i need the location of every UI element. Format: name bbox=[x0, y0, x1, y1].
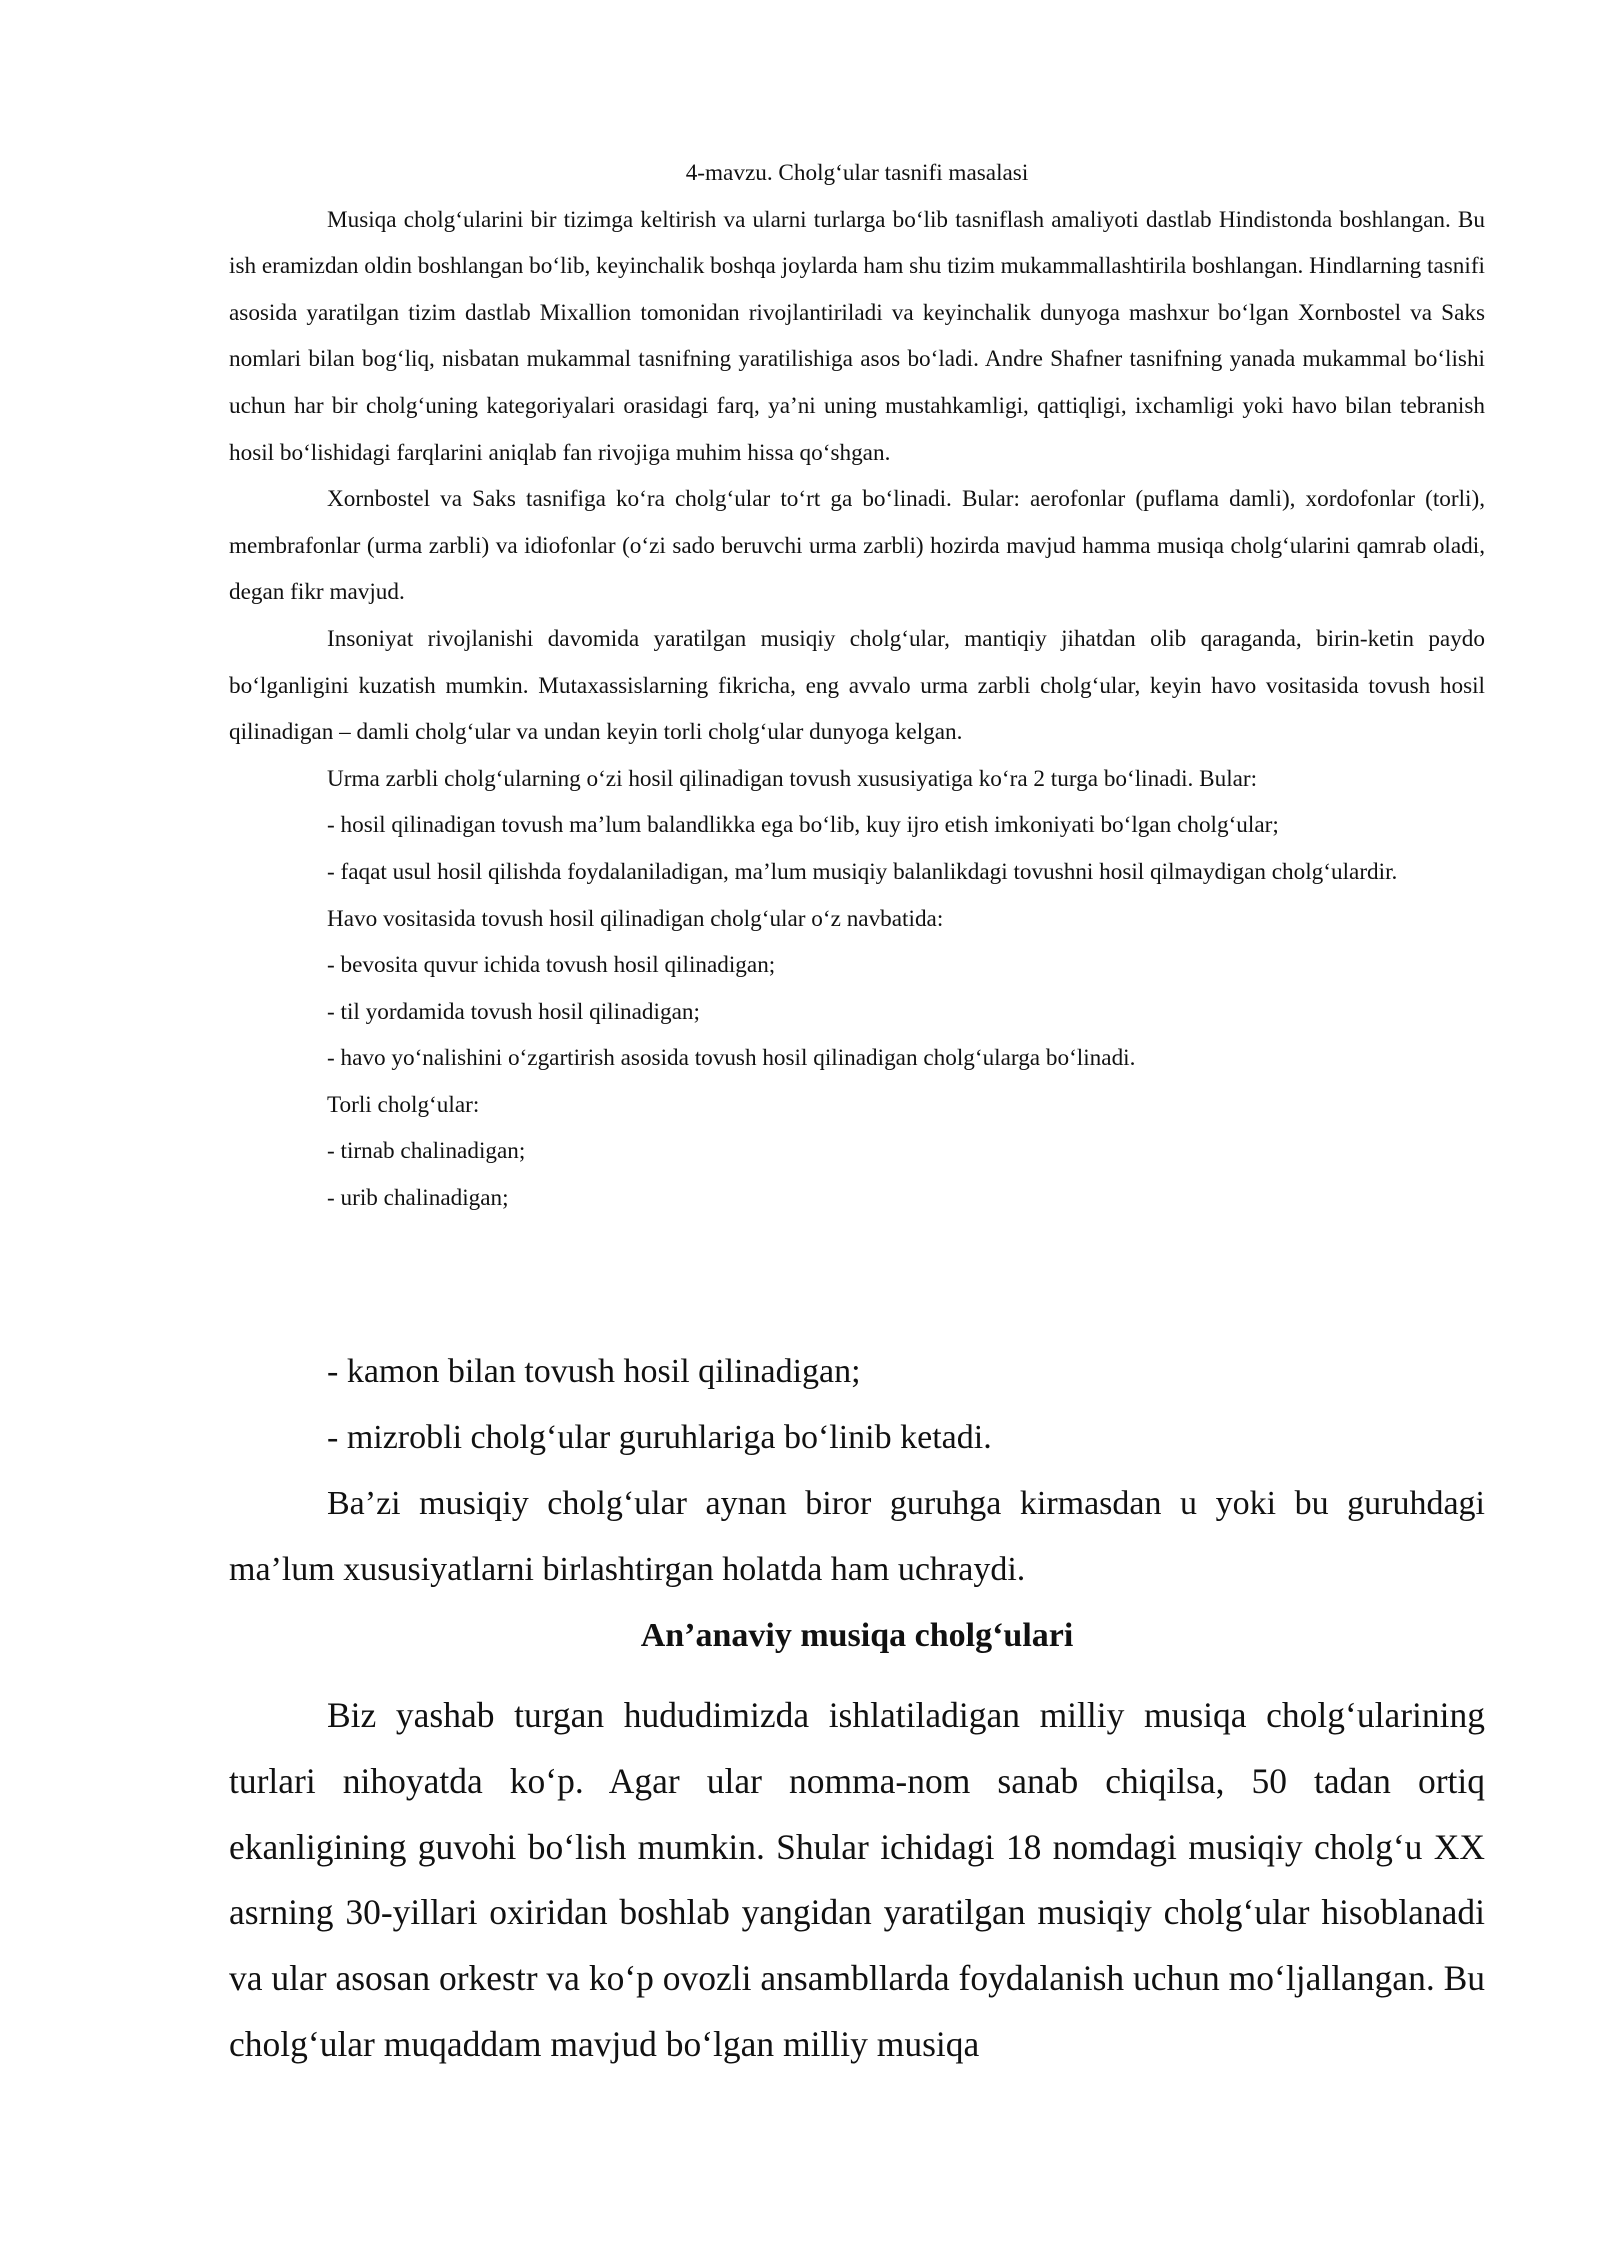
list-item-3: - bevosita quvur ichida tovush hosil qilinadigan; bbox=[327, 952, 776, 979]
section-large-text bbox=[229, 1339, 1485, 1669]
paragraph-2: Xornbostel va Saks tasnifiga ko‘ra cholg‘ular to‘rt ga bo‘linadi. Bular: aerofonlar (puflama damli), xordofonlar (torli), membrafonlar (urma zarbli) va idiofonlar (o‘zi sado beruvchi urma zarbli) hozirda mavjud hamma musiqa cholg‘ularini qamrab oladi, degan fikr mavjud. bbox=[229, 486, 1485, 606]
list-item-1: - hosil qilinadigan tovush ma’lum balandlikka ega bo‘lib, kuy ijro etish imkoniyati bo‘lgan cholg‘ular; bbox=[327, 812, 1279, 839]
section-heading: An’anaviy musiqa cholg‘ulari bbox=[640, 1617, 1074, 1654]
paragraph-5: Havo vositasida tovush hosil qilinadigan cholg‘ular o‘z navbatida: bbox=[327, 905, 944, 932]
paragraph-1: Musiqa cholg‘ularini bir tizimga keltirish va ularni turlarga bo‘lib tasniflash amaliyoti dastlab Hindistonda boshlangan. Bu ish eramizdan oldin boshlangan bo‘lib, keyinchalik boshqa joylarda ham shu tizim mukammallashtirila boshlangan. Hindlarning tasnifi asosida yaratilgan tizim dastlab Mixallion tomonidan rivojlantiriladi va keyinchalik dunyoga mashxur bo‘lgan Xornbostel va Saks nomlari bilan bog‘liq, nisbatan mukammal tasnifning yaratilishiga asos bo‘ladi. Andre Shafner tasnifning yanada mukammal bo‘lishi uchun har bir cholg‘uning kategoriyalari orasidagi farq, ya’ni uning mustahkamligi, qattiqligi, ixchamligi yoki havo bilan tebranish hosil bo‘lishidagi farqlarini aniqlab fan rivojiga muhim hissa qo‘shgan. bbox=[229, 206, 1485, 466]
paragraph-4: Urma zarbli cholg‘ularning o‘zi hosil qilinadigan tovush xususiyatiga ko‘ra 2 turga bo‘linadi. Bular: bbox=[327, 765, 1258, 792]
list-item-9: - mizrobli cholg‘ular guruhlariga bo‘linib ketadi. bbox=[327, 1419, 992, 1456]
paragraph-7: Ba’zi musiqiy cholg‘ular aynan biror guruhga kirmasdan u yoki bu guruhdagi ma’lum xususiyatlarni birlashtirgan holatda ham uchraydi. bbox=[229, 1485, 1485, 1588]
page-title: 4-mavzu. Cholg‘ular tasnifi masalasi bbox=[685, 160, 1029, 186]
list-item-2: - faqat usul hosil qilishda foydalaniladigan, ma’lum musiqiy balanlikdagi tovushni hosil qilmaydigan cholg‘ulardir. bbox=[327, 858, 1398, 885]
paragraph-6: Torli cholg‘ular: bbox=[327, 1091, 480, 1118]
list-item-7: - urib chalinadigan; bbox=[327, 1185, 509, 1212]
paragraph-3: Insoniyat rivojlanishi davomida yaratilgan musiqiy cholg‘ular, mantiqiy jihatdan olib qaraganda, birin-ketin paydo bo‘lganligini kuzatish mumkin. Mutaxassislarning fikricha, eng avvalo urma zarbli cholg‘ular, keyin havo vositasida tovush hosil qilinadigan – damli cholg‘ular va undan keyin torli cholg‘ular dunyoga kelgan. bbox=[229, 625, 1485, 746]
section-body-text bbox=[229, 1683, 1485, 2078]
paragraph-8: Biz yashab turgan hududimizda ishlatiladigan milliy musiqa cholg‘ularining turlari nihoyatda ko‘p. Agar ular nomma-nom sanab chiqilsa, 50 tadan ortiq ekanligining guvohi bo‘lish mumkin. Shular ichidagi 18 nomdagi musiqiy cholg‘u XX asrning 30-yillari oxiridan boshlab yangidan yaratilgan musiqiy cholg‘ular hisoblanadi va ular asosan orkestr va ko‘p ovozli ansambllarda foydalanish uchun mo‘ljallangan. Bu cholg‘ular muqaddam mavjud bo‘lgan milliy musiqa bbox=[229, 1695, 1485, 2064]
section-small-text bbox=[229, 150, 1485, 1222]
list-item-8: - kamon bilan tovush hosil qilinadigan; bbox=[327, 1353, 861, 1390]
list-item-6: - tirnab chalinadigan; bbox=[327, 1138, 526, 1165]
list-item-4: - til yordamida tovush hosil qilinadigan; bbox=[327, 998, 700, 1025]
list-item-5: - havo yo‘nalishini o‘zgartirish asosida tovush hosil qilinadigan cholg‘ularga bo‘linadi. bbox=[327, 1045, 1136, 1072]
